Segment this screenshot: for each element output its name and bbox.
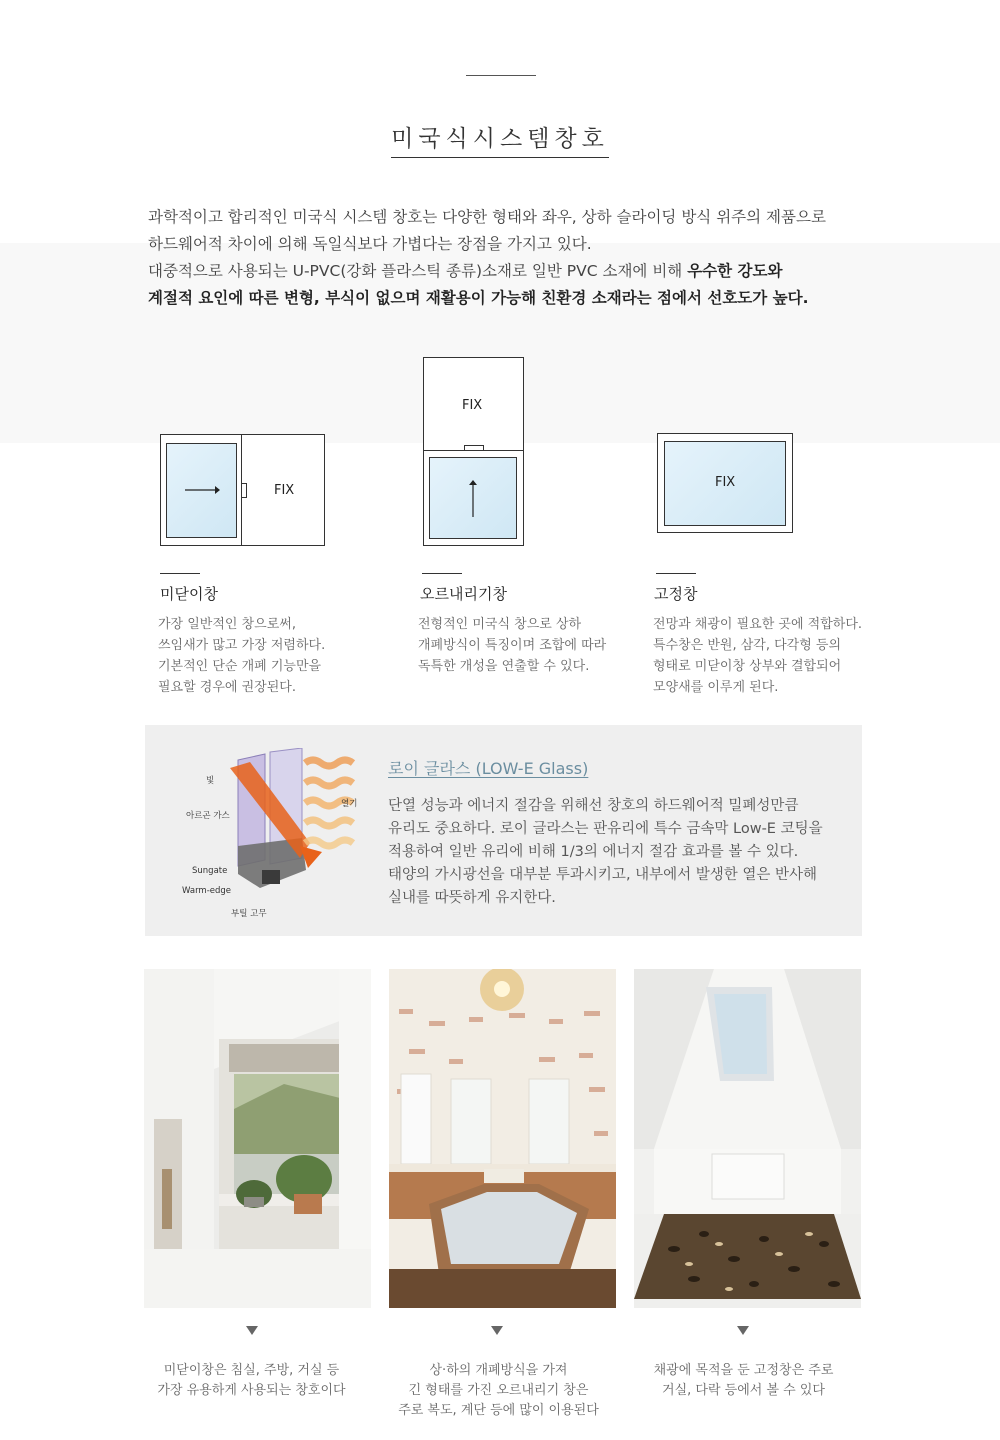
photo-caption <box>630 1361 857 1401</box>
window-latch <box>464 445 484 451</box>
diagram-label-light: 빛 <box>206 776 215 786</box>
fixed-window-diagram <box>657 433 793 533</box>
description-line: 실내를 따뜻하게 유지한다. <box>388 890 556 906</box>
top-divider <box>466 75 536 76</box>
caption-line: 가장 유용하게 사용되는 창호이다 <box>157 1383 346 1398</box>
caption-line: 긴 형태를 가진 오르내리기 창은 <box>408 1383 589 1398</box>
caption-line: 미닫이창은 침실, 주방, 거실 등 <box>163 1363 340 1378</box>
arrow-up-icon <box>466 479 480 519</box>
intro-paragraph <box>148 204 878 312</box>
page-title <box>0 120 1000 158</box>
caret-down-icon <box>737 1326 749 1335</box>
intro-text: 대중적으로 사용되는 U-PVC(강화 플라스틱 종류)소재로 일반 PVC 소재에 비해 <box>148 262 688 280</box>
description-line: 특수창은 반원, 삼각, 다각형 등의 <box>653 638 842 653</box>
diagram-label-warm-edge: Warm-edge <box>182 886 232 896</box>
description-line: 독특한 개성을 연출할 수 있다. <box>418 659 590 674</box>
description-line: 적용하여 일반 유리에 비해 1/3의 에너지 절감 효과를 볼 수 있다. <box>388 844 799 860</box>
fix-label: FIX <box>715 475 736 490</box>
section-divider <box>656 573 696 574</box>
diagram-label-sungate: Sungate <box>192 866 228 876</box>
photo-caption <box>385 1361 612 1421</box>
description-line: 가장 일반적인 창으로써, <box>158 617 296 632</box>
description-line: 필요할 경우에 권장된다. <box>158 680 296 695</box>
window-type-title: 미닫이창 <box>160 585 218 603</box>
diagram-label-argon: 아르곤 가스 <box>186 811 230 821</box>
photo-sliding-window-hallway <box>144 969 371 1308</box>
caption-line: 상·하의 개폐방식을 가져 <box>429 1363 568 1378</box>
window-handle <box>241 483 247 498</box>
description-line: 전망과 채광이 필요한 곳에 적합하다. <box>653 617 863 632</box>
description-line: 쓰임새가 많고 가장 저렴하다. <box>158 638 326 653</box>
low-e-title: 로이 글라스 (LOW-E Glass) <box>388 759 589 778</box>
intro-line: 하드웨어적 차이에 의해 독일식보다 가볍다는 장점을 가지고 있다. <box>148 235 592 253</box>
section-divider <box>422 573 462 574</box>
double-hung-window-diagram <box>423 357 524 546</box>
page-title-text: 미국식시스템창호 <box>391 120 609 158</box>
window-type-description <box>158 614 325 698</box>
intro-emphasis: 우수한 강도와 <box>687 262 783 280</box>
photo-double-hung-window-dining <box>389 969 616 1308</box>
diagram-label-heat: 열기 <box>341 799 358 809</box>
sliding-window-diagram <box>160 434 325 546</box>
window-type-description <box>653 614 862 698</box>
caption-line: 주로 복도, 계단 등에 많이 이용된다 <box>398 1403 599 1418</box>
description-line: 단열 성능과 에너지 절감을 위해선 창호의 하드웨어적 밀폐성만큼 <box>388 798 799 814</box>
intro-line <box>148 258 878 285</box>
low-e-glass-diagram <box>230 748 375 898</box>
description-line: 개폐방식이 특징이며 조합에 따라 <box>418 638 607 653</box>
description-line: 모양새를 이루게 된다. <box>653 680 779 695</box>
arrow-right-icon <box>183 483 221 497</box>
window-type-title: 오르내리기창 <box>420 585 507 603</box>
intro-emphasis: 계절적 요인에 따른 변형, 부식이 없으며 재활용이 가능해 친환경 소재라는 점에서 선호도가 높다. <box>148 289 809 307</box>
description-line: 유리도 중요하다. 로이 글라스는 판유리에 특수 금속막 Low-E 코팅을 <box>388 821 823 837</box>
intro-line <box>148 285 878 312</box>
caret-down-icon <box>246 1326 258 1335</box>
caption-line: 채광에 목적을 둔 고정창은 주로 <box>653 1363 834 1378</box>
low-e-description <box>388 795 823 910</box>
description-line: 전형적인 미국식 창으로 상하 <box>418 617 582 632</box>
photo-fixed-window-attic <box>634 969 861 1308</box>
caption-line: 거실, 다락 등에서 볼 수 있다 <box>662 1383 825 1398</box>
description-line: 형태로 미닫이창 상부와 결합되어 <box>653 659 842 674</box>
section-divider <box>160 573 200 574</box>
photo-caption <box>138 1361 365 1401</box>
caret-down-icon <box>491 1326 503 1335</box>
window-type-title: 고정창 <box>654 585 698 603</box>
window-type-description <box>418 614 606 677</box>
fix-label: FIX <box>274 483 295 498</box>
description-line: 기본적인 단순 개폐 기능만을 <box>158 659 322 674</box>
diagram-label-butyl: 부틸 고무 <box>231 909 267 919</box>
intro-line: 과학적이고 합리적인 미국식 시스템 창호는 다양한 형태와 좌우, 상하 슬라이딩 방식 위주의 제품으로 <box>148 208 826 226</box>
description-line: 태양의 가시광선을 대부분 투과시키고, 내부에서 발생한 열은 반사해 <box>388 867 818 883</box>
fix-label: FIX <box>462 398 483 413</box>
